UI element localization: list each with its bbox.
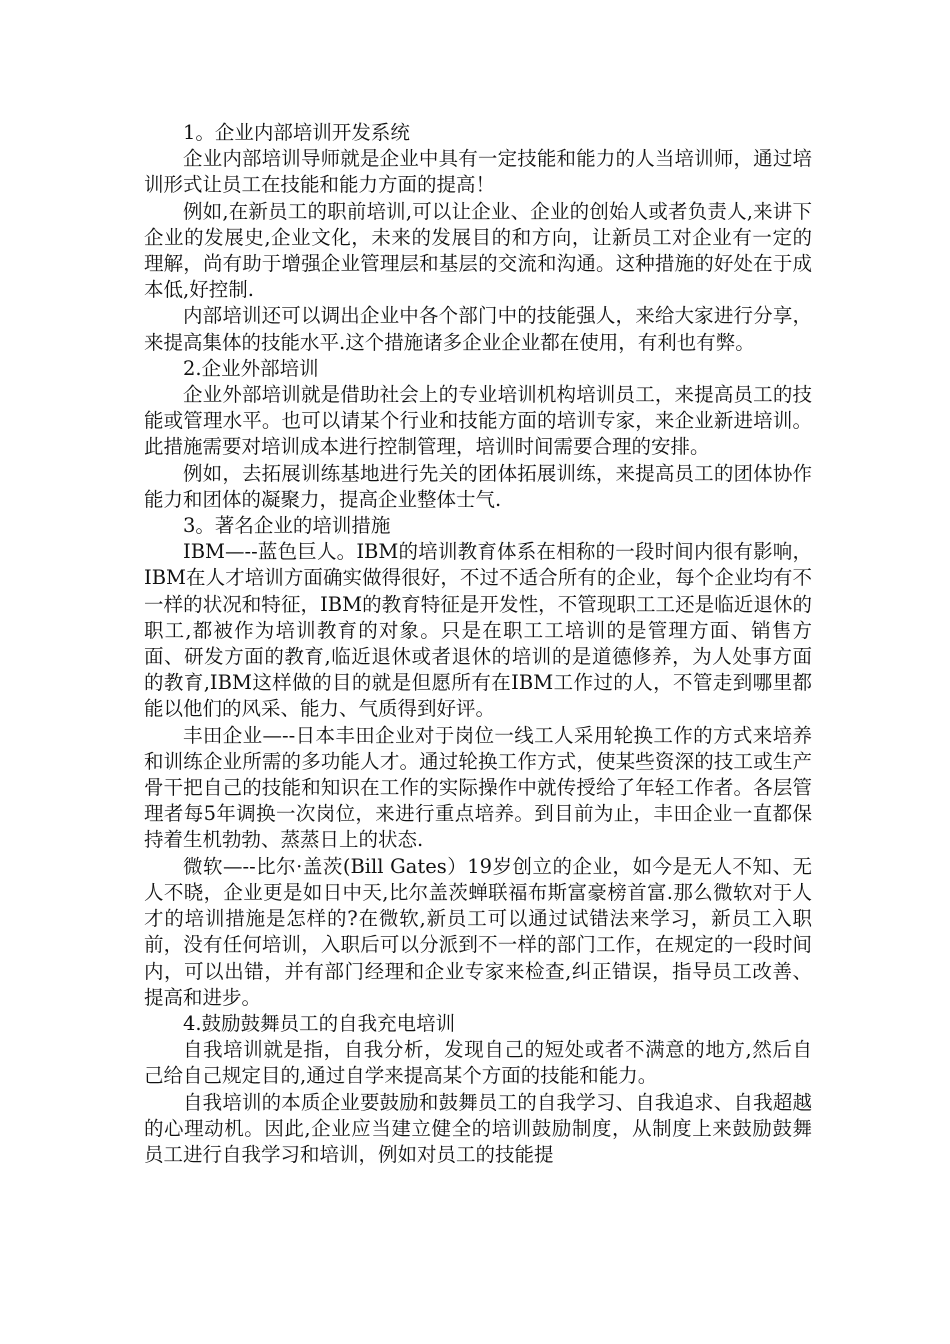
paragraph: 例如,在新员工的职前培训,可以让企业、企业的创始人或者负责人,来讲下企业的发展史,企业文化，未来的发展目的和方向，让新员工对企业有一定的理解，尚有助于增强企业管理层和基层的交流和沟通。这种措施的好处在于成本低,好控制. — [144, 199, 812, 302]
section-heading-4: 4.鼓励鼓舞员工的自我充电培训 — [183, 1011, 456, 1035]
paragraph: 企业内部培训导师就是企业中具有一定技能和能力的人当培训师，通过培训形式让员工在技能和能力方面的提高！ — [144, 147, 812, 197]
section-heading-3: 3。著名企业的培训措施 — [183, 514, 391, 538]
paragraph: 微软—--比尔·盖茨(Bill Gates）19岁创立的企业，如今是无人不知、无人不晓，企业更是如日中天,比尔盖茨蝉联福布斯富豪榜首富.那么微软对于人才的培训措施是怎样的?在微软,新员工可以通过试错法来学习，新员工入职前，没有任何培训，入职后可以分派到不一样的部门工作，在规定的一段时间内，可以出错，并有部门经理和企业专家来检查,纠正错误，指导员工改善、提高和进步。 — [144, 854, 812, 1009]
paragraph: 内部培训还可以调出企业中各个部门中的技能强人，来给大家进行分享，来提高集体的技能水平.这个措施诸多企业企业都在使用，有利也有弊。 — [144, 304, 812, 354]
paragraph: 丰田企业—--日本丰田企业对于岗位一线工人采用轮换工作的方式来培养和训练企业所需的多功能人才。通过轮换工作方式，使某些资深的技工或生产骨干把自己的技能和知识在工作的实际操作中就传授给了年轻工作者。各层管理者每5年调换一次岗位，来进行重点培养。到目前为止，丰田企业一直都保持着生机勃勃、蒸蒸日上的状态. — [144, 723, 812, 852]
paragraph: 自我培训就是指，自我分析，发现自己的短处或者不满意的地方,然后自己给自己规定目的,通过自学来提高某个方面的技能和能力。 — [144, 1038, 812, 1088]
paragraph: 例如，去拓展训练基地进行先关的团体拓展训练，来提高员工的团体协作能力和团体的凝聚力，提高企业整体士气. — [144, 461, 812, 511]
paragraph: IBM—--蓝色巨人。IBM的培训教育体系在相称的一段时间内很有影响，IBM在人才培训方面确实做得很好，不过不适合所有的企业，每个企业均有不一样的状况和特征，IBM的教育特征是开发性，不管现职工工还是临近退休的职工,都被作为培训教育的对象。只是在职工工培训的是管理方面、销售方面、研发方面的教育,临近退休或者退休的培训的是道德修养，为人处事方面的教育,IBM这样做的目的就是但愿所有在IBM工作过的人，不管走到哪里都能以他们的风采、能力、气质得到好评。 — [144, 540, 812, 721]
section-heading-2: 2.企业外部培训 — [183, 356, 319, 380]
paragraph: 企业外部培训就是借助社会上的专业培训机构培训员工，来提高员工的技能或管理水平。也可以请某个行业和技能方面的培训专家，来企业新进培训。此措施需要对培训成本进行控制管理，培训时间需要合理的安排。 — [144, 383, 812, 459]
paragraph: 自我培训的本质企业要鼓励和鼓舞员工的自我学习、自我追求、自我超越的心理动机。因此,企业应当建立健全的培训鼓励制度，从制度上来鼓励鼓舞员工进行自我学习和培训，例如对员工的技能提 — [144, 1090, 812, 1166]
document-body — [144, 120, 812, 1168]
section-heading-1: 1。企业内部培训开发系统 — [183, 121, 410, 144]
